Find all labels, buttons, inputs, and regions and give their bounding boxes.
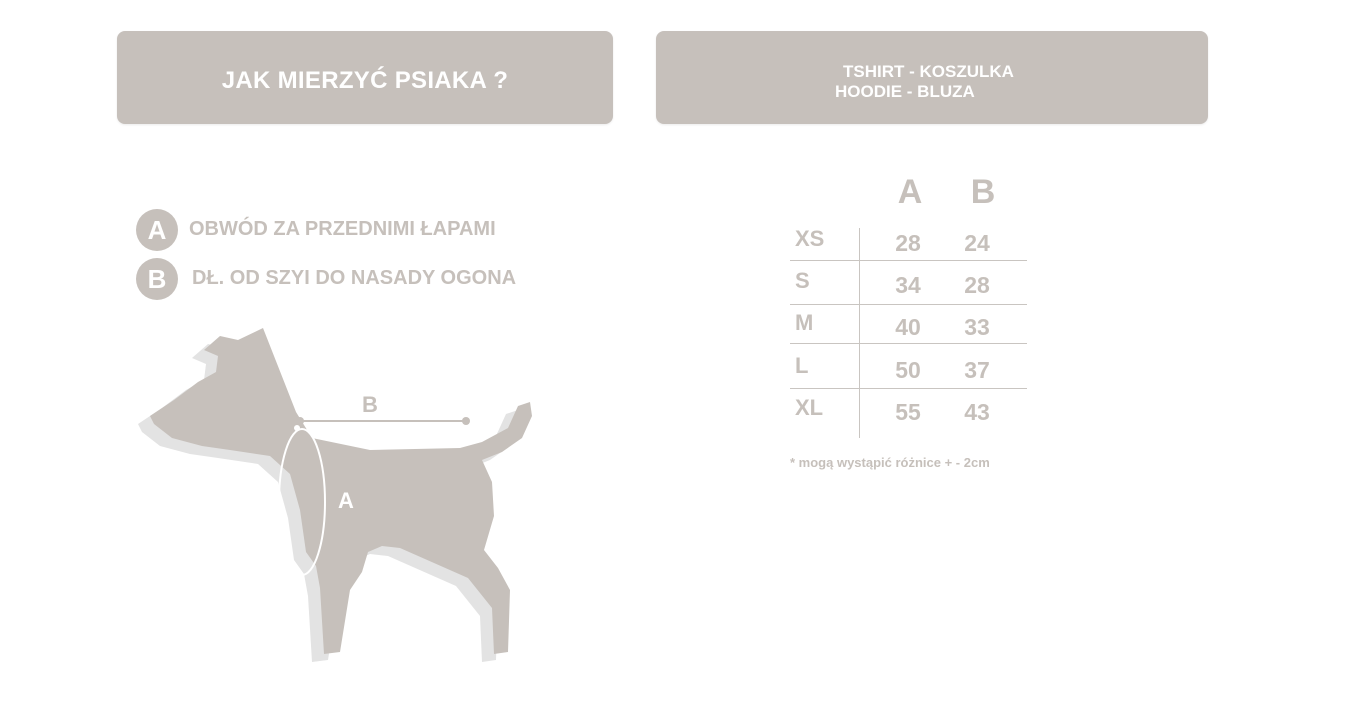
value-b: 28 xyxy=(964,272,990,298)
value-b: 37 xyxy=(964,357,990,383)
measure-line-b xyxy=(296,417,470,425)
legend-b-text: DŁ. OD SZYI DO NASADY OGONA xyxy=(192,267,517,289)
product-tshirt-label: TSHIRT - KOSZULKA xyxy=(843,62,1014,81)
value-a: 50 xyxy=(895,357,921,383)
size-label: L xyxy=(795,353,809,378)
table-divider xyxy=(790,343,1027,344)
table-divider xyxy=(790,260,1027,261)
size-label: XL xyxy=(795,395,824,420)
value-b: 33 xyxy=(964,314,990,340)
size-label: S xyxy=(795,268,810,293)
size-tolerance-note: * mogą wystąpić różnice + - 2cm xyxy=(790,455,990,470)
product-header-banner xyxy=(656,31,1208,124)
table-divider xyxy=(790,388,1027,389)
measure-loop-a-bottom xyxy=(283,572,289,578)
table-row-m xyxy=(790,310,1030,350)
measure-label-b: B xyxy=(362,392,378,417)
size-table xyxy=(790,222,1030,442)
measure-header-title: JAK MIERZYĆ PSIAKA ? xyxy=(221,67,509,94)
dog-measurement-diagram xyxy=(130,320,560,665)
column-header-b: B xyxy=(970,173,996,211)
value-a: 40 xyxy=(895,314,921,340)
legend-a-badge: A xyxy=(136,209,178,251)
table-row-s xyxy=(790,268,1030,308)
value-b: 43 xyxy=(964,399,990,425)
measure-header-banner xyxy=(117,31,613,124)
measure-loop-a-top xyxy=(294,425,300,431)
size-label: XS xyxy=(795,226,825,251)
value-a: 34 xyxy=(895,272,921,298)
size-label: M xyxy=(795,310,814,335)
product-hoodie-label: HOODIE - BLUZA xyxy=(835,82,975,101)
table-row-l xyxy=(790,353,1030,393)
legend-b-badge: B xyxy=(136,258,178,300)
table-divider xyxy=(790,304,1027,305)
measure-label-a: A xyxy=(338,488,354,513)
value-a: 28 xyxy=(895,230,921,256)
value-b: 24 xyxy=(964,230,990,256)
table-row-xl xyxy=(790,395,1030,435)
legend-a-text: OBWÓD ZA PRZEDNIMI ŁAPAMI xyxy=(189,218,496,240)
column-header-a: A xyxy=(897,173,923,211)
value-a: 55 xyxy=(895,399,921,425)
